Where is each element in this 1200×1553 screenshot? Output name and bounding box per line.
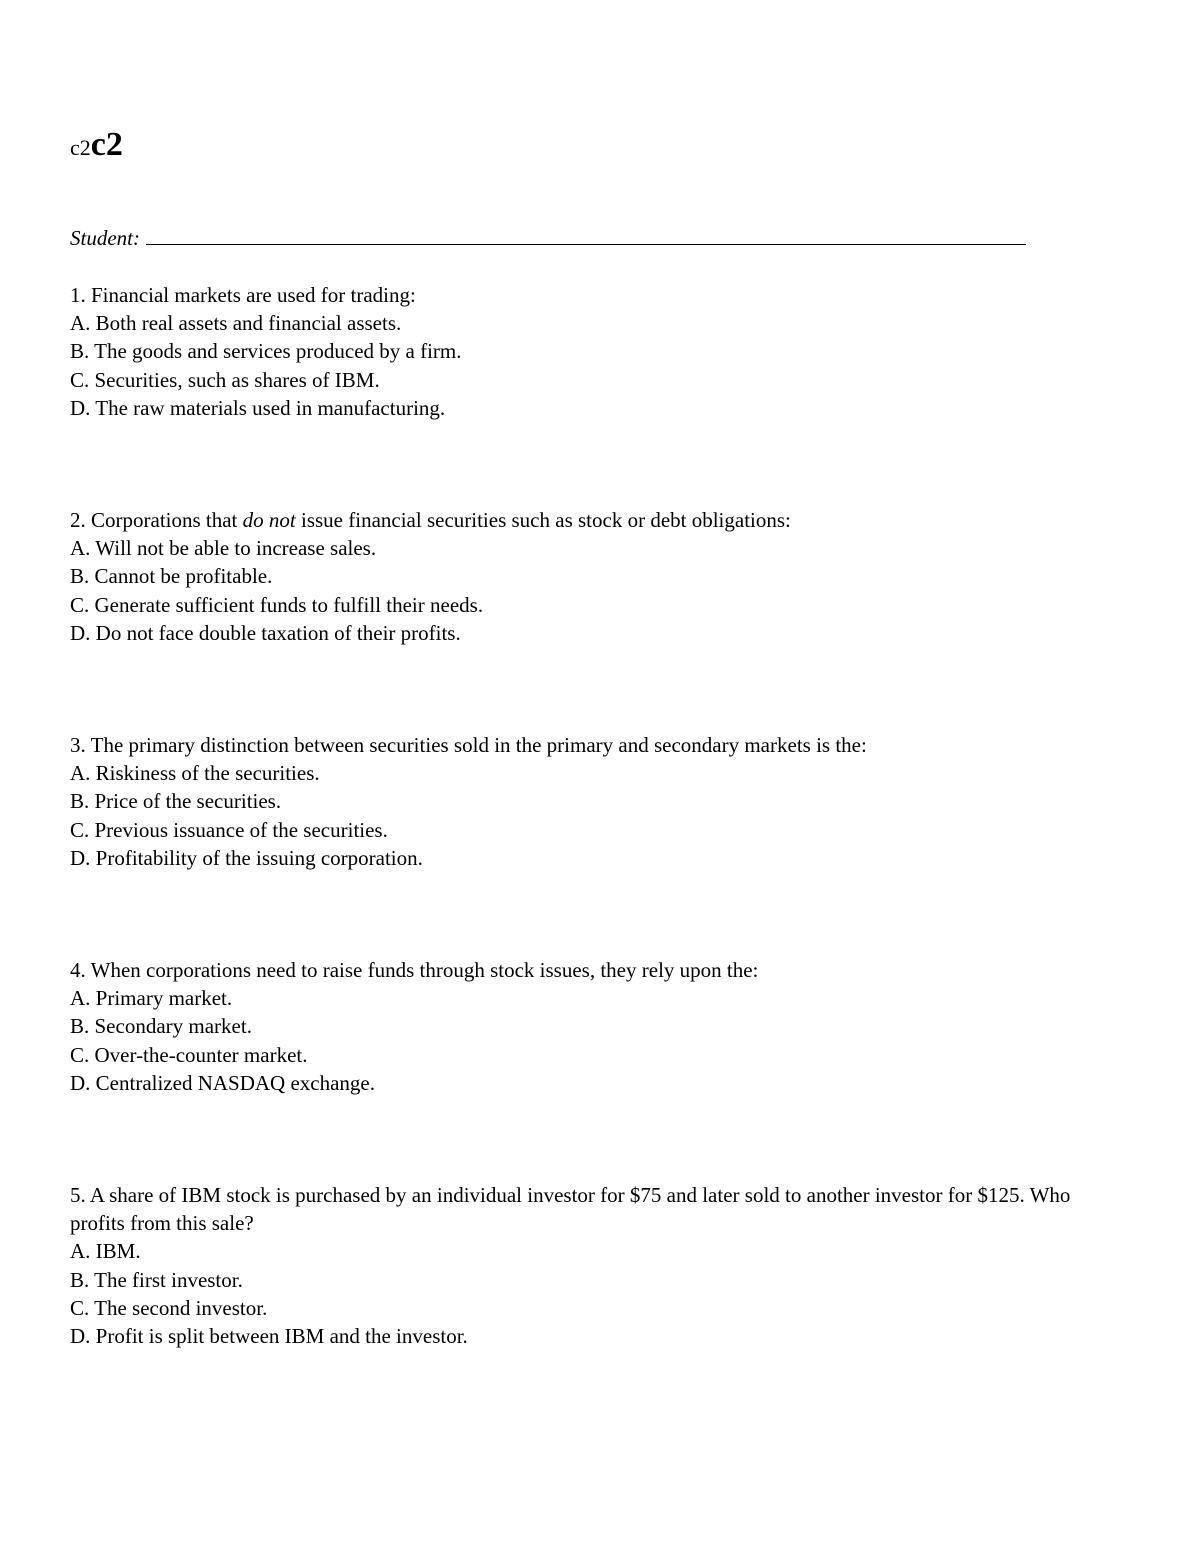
student-label: Student: <box>70 226 140 250</box>
question-text-emphasis: do not <box>242 508 296 532</box>
answer-option-b: B. Secondary market. <box>70 1014 252 1039</box>
answer-option-d: D. Do not face double taxation of their profits. <box>70 620 461 645</box>
question-text: The primary distinction between securities sold in the primary and secondary markets is the: <box>90 733 867 757</box>
question-number: 5. <box>70 1183 86 1207</box>
question-number: 4. <box>70 958 86 982</box>
answer-option-d: D. Profitability of the issuing corporation. <box>70 845 423 870</box>
question-text: Financial markets are used for trading: <box>91 283 416 307</box>
answer-option-a: A. IBM. <box>70 1239 141 1264</box>
document-title <box>70 128 123 162</box>
question-5 <box>70 1181 1130 1350</box>
question-text-before: Corporations that <box>91 508 238 532</box>
answer-option-b: B. Price of the securities. <box>70 789 282 814</box>
answer-option-c: C. Previous issuance of the securities. <box>70 817 388 842</box>
answer-option-a: A. Primary market. <box>70 986 233 1011</box>
answer-option-a: A. Riskiness of the securities. <box>70 761 320 786</box>
answer-option-a: A. Both real assets and financial assets. <box>70 311 402 336</box>
question-text: When corporations need to raise funds through stock issues, they rely upon the: <box>90 958 759 982</box>
question-stem <box>70 1181 1130 1237</box>
question-stem <box>70 956 1130 984</box>
title-big: c2 <box>90 126 123 163</box>
title-small: c2 <box>70 135 91 160</box>
student-name-blank[interactable] <box>146 224 1026 245</box>
question-text: A share of IBM stock is purchased by an individual investor for $75 and later sold to another investor for $125. Who profits from this sale? <box>70 1183 1071 1236</box>
question-number: 3. <box>70 733 86 757</box>
question-3 <box>70 731 1130 872</box>
answer-option-b: B. The first investor. <box>70 1267 243 1292</box>
answer-option-c: C. Generate sufficient funds to fulfill their needs. <box>70 592 484 617</box>
answer-option-d: D. Centralized NASDAQ exchange. <box>70 1070 375 1095</box>
answer-option-c: C. The second investor. <box>70 1295 268 1320</box>
answer-option-d: D. The raw materials used in manufacturing. <box>70 395 446 420</box>
question-4 <box>70 956 1130 1097</box>
question-stem <box>70 281 1130 309</box>
student-field <box>70 224 1026 252</box>
answer-option-b: B. The goods and services produced by a firm. <box>70 339 462 364</box>
question-stem <box>70 506 1130 534</box>
answer-option-b: B. Cannot be profitable. <box>70 564 273 589</box>
question-1 <box>70 281 1130 422</box>
answer-option-d: D. Profit is split between IBM and the investor. <box>70 1324 468 1349</box>
question-number: 2. <box>70 508 86 532</box>
answer-option-a: A. Will not be able to increase sales. <box>70 536 377 561</box>
answer-option-c: C. Securities, such as shares of IBM. <box>70 367 380 392</box>
question-number: 1. <box>70 283 86 307</box>
question-stem <box>70 731 1130 759</box>
question-text-after: issue financial securities such as stock or debt obligations: <box>301 508 791 532</box>
question-2 <box>70 506 1130 647</box>
answer-option-c: C. Over-the-counter market. <box>70 1042 308 1067</box>
